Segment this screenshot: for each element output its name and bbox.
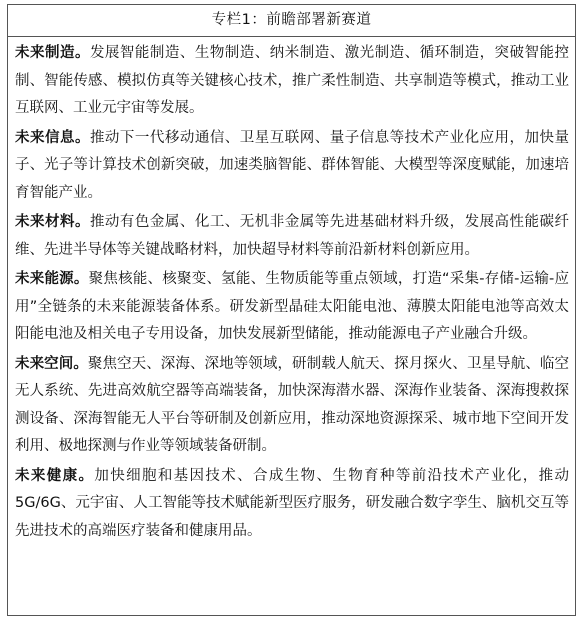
section-body: 聚焦核能、核聚变、氢能、生物质能等重点领域，打造“采集-存储-运输-应用”全链条的未来能源装备体系。研发新型晶硅太阳能电池、薄膜太阳能电池等高效太阳能电池及相关电子专用设备，加快发展新型储能，推动能源电子产业融合升级。	[15, 271, 570, 342]
section-body: 聚焦空天、深海、深地等领域，研制载人航天、探月探火、卫星导航、临空无人系统、先进高效航空器等高端装备，加快深海潜水器、深海作业装备、深海搜救探测设备、深海智能无人平台等研制及创新应用，推动深地资源探采、城市地下空间开发利用、极地探测与作业等领域装备研制。	[15, 355, 569, 454]
section-title: 未来制造。	[15, 45, 90, 61]
section-title: 未来材料。	[15, 214, 90, 230]
column-title: 专栏1：前瞻部署新赛道	[8, 5, 575, 37]
section-body: 加快细胞和基因技术、合成生物、生物育种等前沿技术产业化，推动5G/6G、元宇宙、人工智能等技术赋能新型医疗服务，研发融合数字孪生、脑机交互等先进技术的高端医疗装备和健康用品。	[15, 467, 570, 539]
section-list	[8, 37, 575, 545]
section-future-energy	[15, 266, 569, 349]
section-future-manufacturing	[15, 40, 569, 123]
section-title: 未来能源。	[15, 271, 89, 287]
section-body: 推动有色金属、化工、无机非金属等先进基础材料升级，发展高性能碳纤维、先进半导体等关键战略材料，加快超导材料等前沿新材料创新应用。	[15, 214, 570, 258]
section-body: 发展智能制造、生物制造、纳米制造、激光制造、循环制造，突破智能控制、智能传感、模拟仿真等关键核心技术，推广柔性制造、共享制造等模式，推动工业互联网、工业元宇宙等发展。	[15, 45, 570, 116]
section-title: 未来空间。	[15, 355, 88, 372]
section-future-space	[15, 351, 569, 461]
section-body: 推动下一代移动通信、卫星互联网、量子信息等技术产业化应用，加快量子、光子等计算技术创新突破，加速类脑智能、群体智能、大模型等深度赋能，加速培育智能产业。	[15, 129, 570, 201]
section-future-health	[15, 463, 569, 546]
column-box	[7, 4, 576, 616]
section-future-materials	[15, 209, 569, 264]
section-title: 未来信息。	[15, 129, 90, 146]
section-title: 未来健康。	[15, 467, 95, 484]
section-future-information	[15, 125, 569, 208]
